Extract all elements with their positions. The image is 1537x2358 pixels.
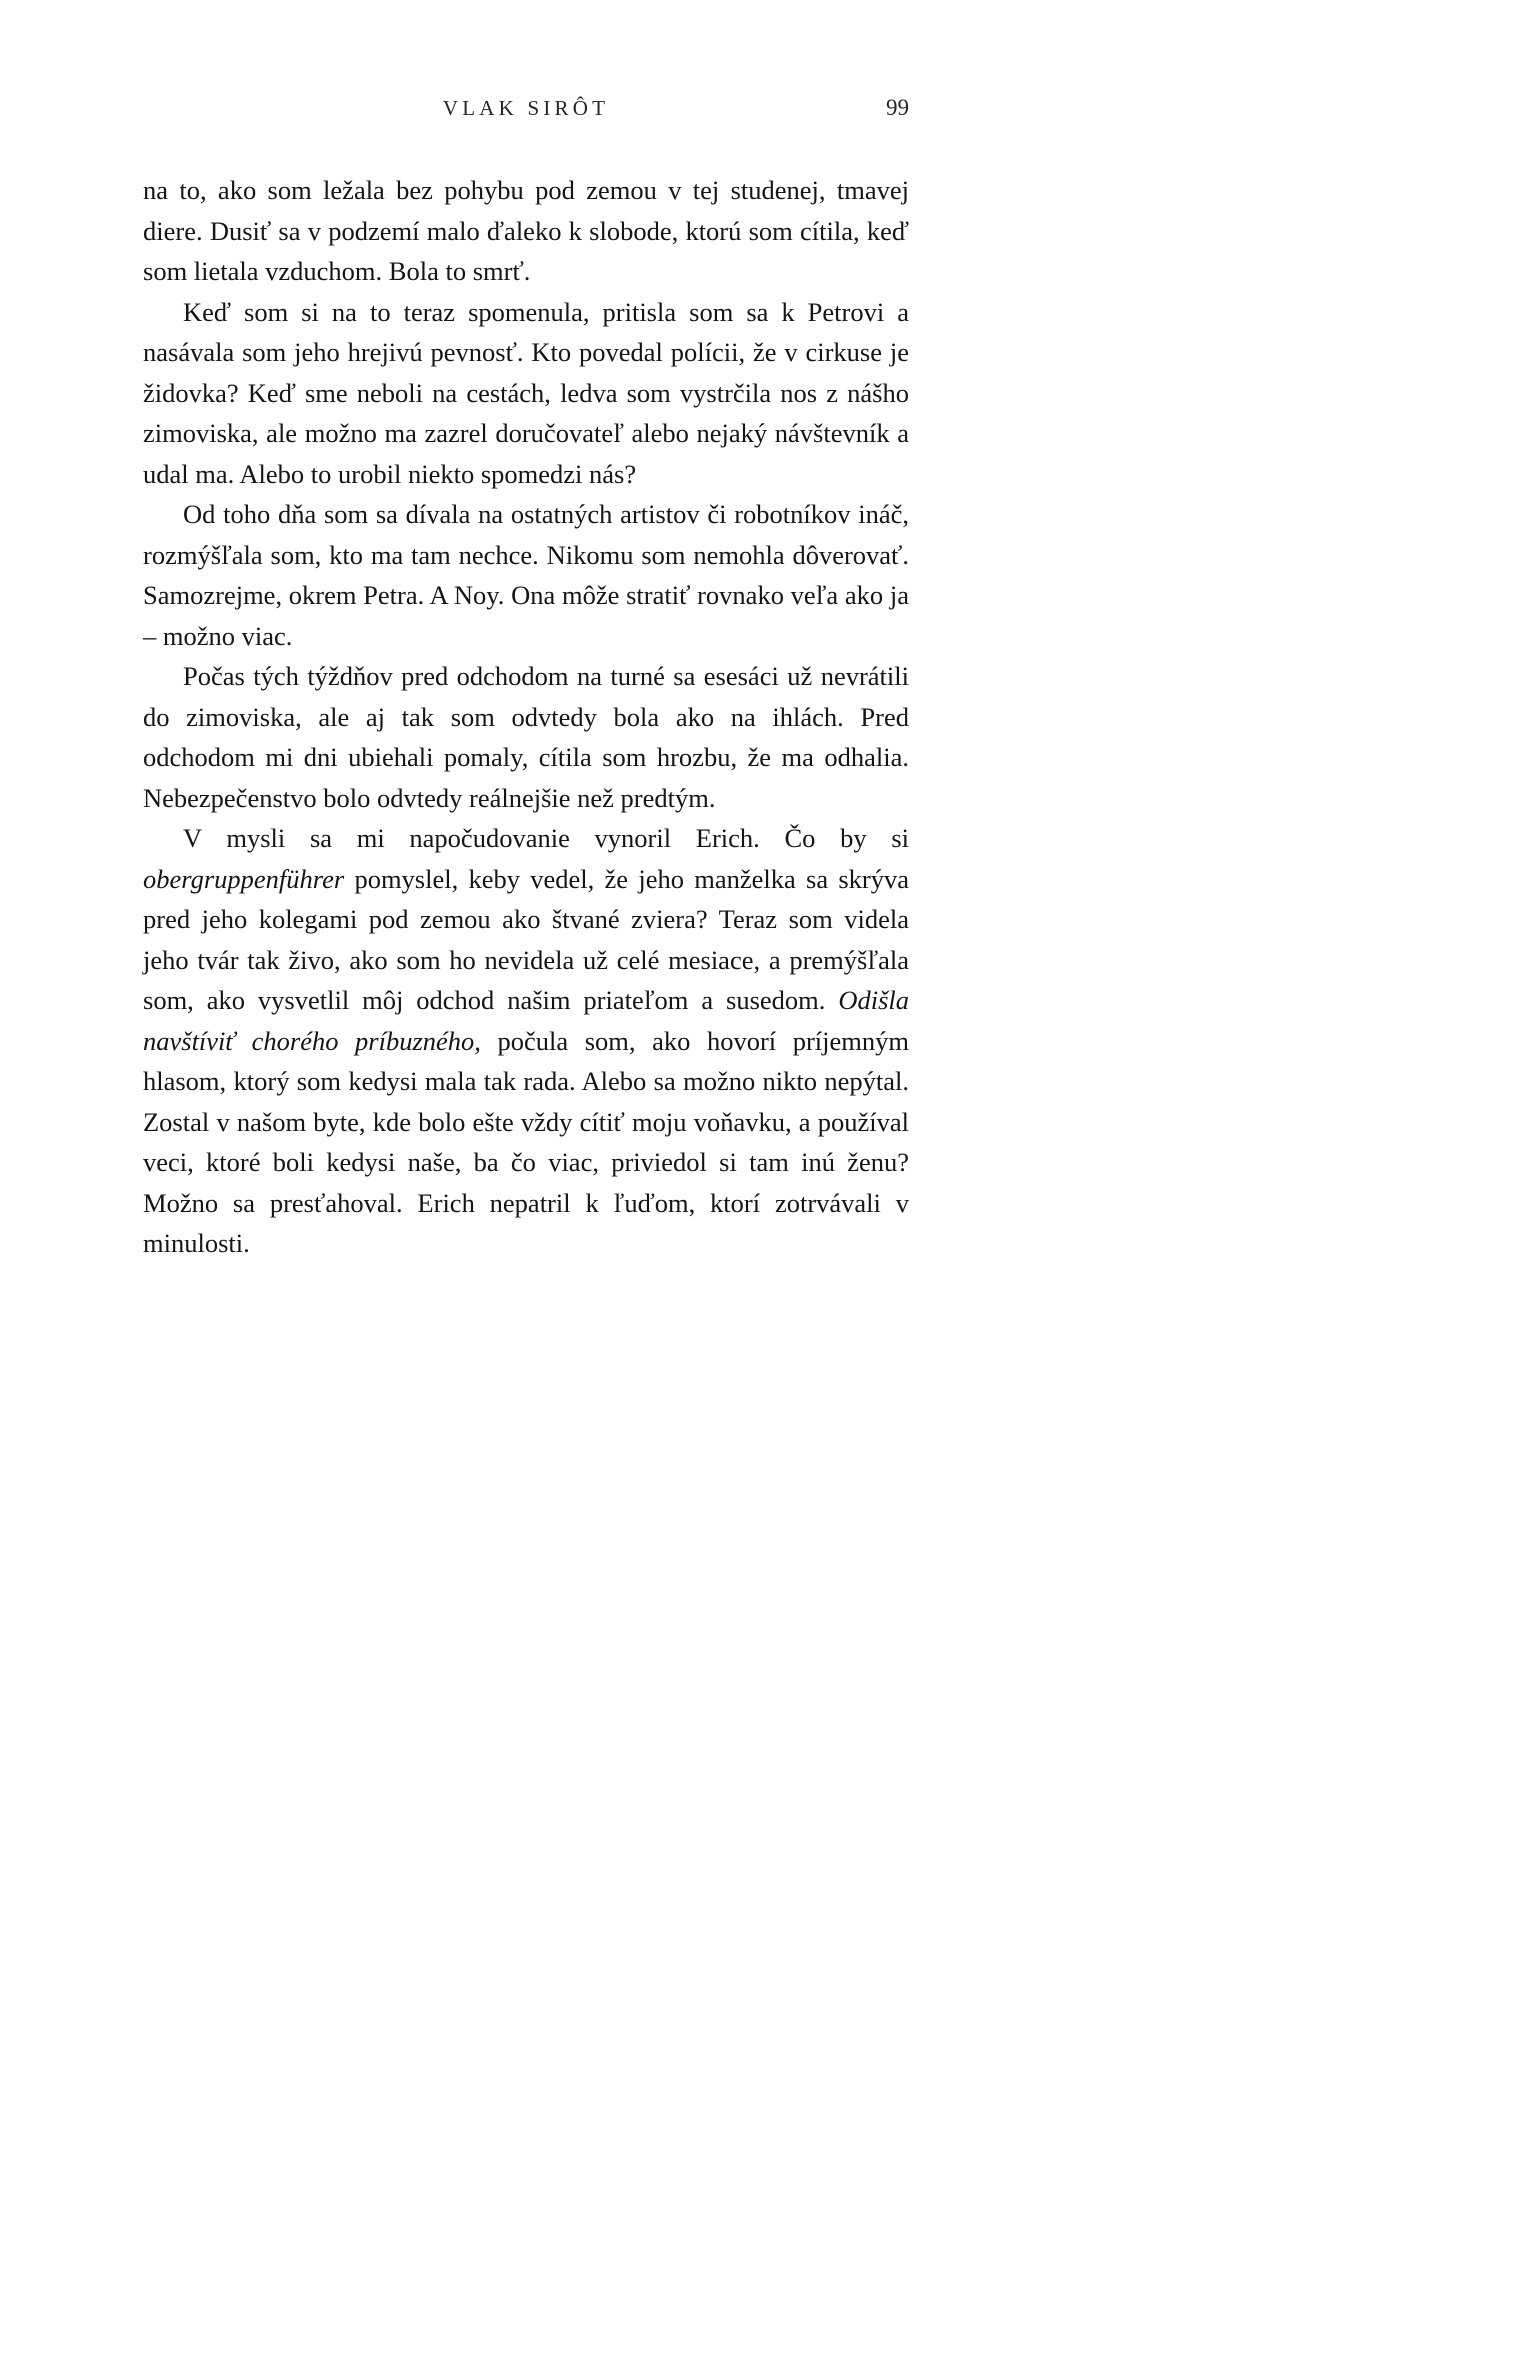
text-run: Počas tých týždňov pred odchodom na turné sa esesáci už nevrátili do zimoviska, ale aj tak som odvtedy bola ako na ihlách. Pred odchodom mi dni ubiehali pomaly, cítila som hrozbu, že ma odhalia. Nebezpečenstvo bolo odvtedy reálnejšie než predtým. — [143, 661, 909, 813]
text-block — [143, 96, 909, 1264]
text-run: na to, ako som ležala bez pohybu pod zemou v tej studenej, tmavej diere. Dusiť sa v podzemí malo ďaleko k slobode, ktorú som cítila, keď som lietala vzduchom. Bola to smrť. — [143, 175, 909, 286]
running-head — [143, 96, 909, 128]
paragraph — [143, 656, 909, 818]
text-run: pomyslel, keby vedel, že jeho manželka sa skrýva pred jeho kolegami pod zemou ako štvané zviera? Teraz som videla jeho tvár tak živo, ako som ho nevidela už celé mesiace, a premýšľala som, ako vysvetlil môj odchod našim priateľom a susedom. — [143, 863, 909, 1015]
page-number: 99 — [886, 95, 909, 120]
text-run: počula som, ako hovorí príjemným hlasom, ktorý som kedysi mala tak rada. Alebo sa možno nikto nepýtal. Zostal v našom byte, kde bolo ešte vždy cítiť moju voňavku, a používal veci, ktoré boli kedysi naše, ba čo viac, priviedol si tam inú ženu? Možno sa presťahoval. Erich nepatril k ľuďom, ktorí zotrvávali v minulosti. — [143, 1025, 909, 1258]
paragraph — [143, 170, 909, 292]
paragraph — [143, 494, 909, 656]
running-head-title: VLAK SIRÔT — [442, 96, 610, 120]
page-body — [143, 170, 909, 1264]
text-run: V mysli sa mi napočudovanie vynoril Erich. Čo by si — [183, 823, 909, 853]
text-run: Keď som si na to teraz spomenula, pritisla som sa k Petrovi a nasávala som jeho hrejivú pevnosť. Kto povedal polícii, že v cirkuse je židovka? Keď sme neboli na cestách, ledva som vystrčila nos z nášho zimoviska, ale možno ma zazrel doručovateľ alebo nejaký návštevník a udal ma. Alebo to urobil niekto spomedzi nás? — [143, 296, 909, 489]
italic-text-run: obergruppenführer — [143, 863, 345, 894]
paragraph — [143, 818, 909, 1264]
paragraph — [143, 292, 909, 495]
italic-text-run: Odišla navštíviť chorého príbuzného, — [143, 985, 909, 1056]
text-run: Od toho dňa som sa dívala na ostatných artistov či robotníkov ináč, rozmýšľala som, kto ma tam nechce. Nikomu som nemohla dôverovať. Samozrejme, okrem Petra. A Noy. Ona môže stratiť rovnako veľa ako ja – možno viac. — [143, 499, 909, 651]
